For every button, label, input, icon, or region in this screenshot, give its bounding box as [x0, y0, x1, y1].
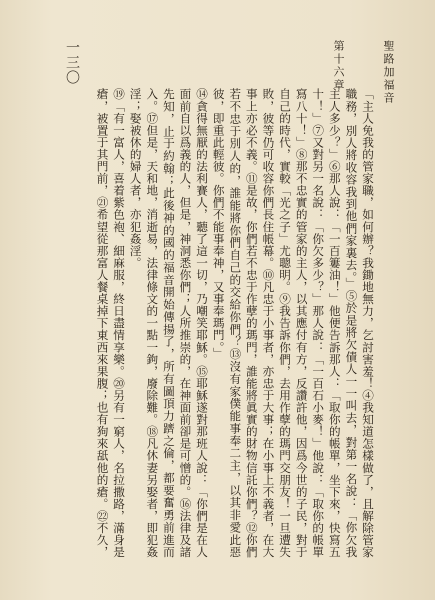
body-text [46, 88, 376, 558]
chapter-heading: 第十六章 [332, 40, 345, 92]
page-number: 一三〇 [64, 40, 80, 85]
book-title: 聖路加福音 [382, 40, 395, 105]
paragraph: 「主人免我的管家職，如何辦？我鋤地無力，乞討害羞！④我知道怎樣做了，且解除管家職務，別人將收容我到他們家裏去。」⑤於是將欠債人一一叫去，對第一名說：「你欠我主人多少？」⑥那人說：「一百簍油！」他便告訴那人：「取你的帳單，坐下來，快寫五十！」⑦又對另一名說：「你欠多少？」那人說：「一百石小麥！」他說：「取你的帳單寫八十！」⑧那不忠實的管家的主人，以其應付有方，反讚許他，因爲今世的子民，對于自己的時代，實較「光之子」尤聰明。⑨我告訴你們，去用作孽的瑪門交朋友！一旦遭失敗，彼等仍可收容你們長住帳幕。⑩凡忠于小事者，亦忠于大事；在小事上不義者，在大事上亦必不義。⑪是故，你們若不忠于作孽的瑪門，誰能將眞實的財物信託你們？⑫你們若不忠于別人的，誰能將你們自己的交給你們？⑬沒有家僕能事奉二主，以其非愛此惡彼，即重此輕彼。你們不能事奉神，又事奉瑪門。」 [211, 88, 375, 558]
paragraph: ⑲「有一富人，喜着紫色袍、細麻服，終日盡情享樂。⑳另有一窮人，名拉撒路，滿身是瘡，被置于其門前，㉑希望從那富人餐桌掉下東西來果腹；也有狗來舐他的瘡。㉒不久， [95, 88, 127, 558]
paragraph: ⑭貪得無厭的法利賽人，聽了這一切，乃嘲笑耶穌。⑮耶穌遂對那班人說：「你們是在人面前自以爲義的人，但是，神洞悉你們；人所推崇的，在神面前卻是可憎的。⑯法律及諸先知，止于約翰；此後神的國的福音開始傳揚了，所有圖頂力躋之倫，都要奮勇前進而入。⑰但是，天和地，消逝易，法律條文的一點一鉤，廢除難。⑱凡休妻另娶者，即犯姦淫；娶被休的婦人者，亦犯姦淫。 [128, 88, 210, 558]
